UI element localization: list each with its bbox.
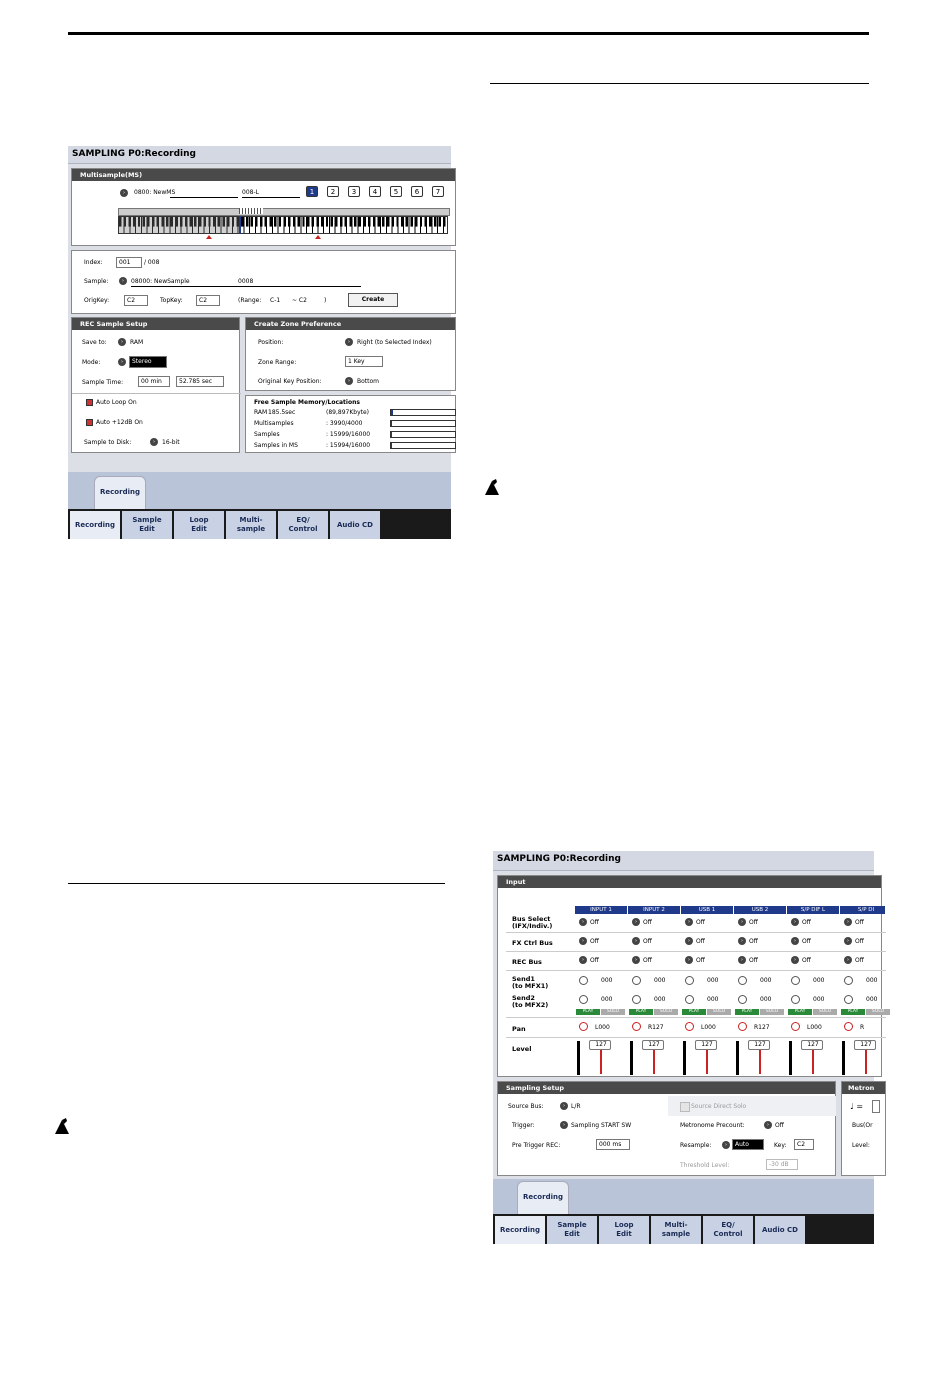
zone-range-field[interactable]: 1 Key	[345, 356, 383, 367]
source-bus-popup-icon[interactable]: ›	[560, 1102, 568, 1110]
tab-recording[interactable]: Recording	[70, 511, 121, 539]
zone-map-marker	[239, 208, 263, 214]
position-label: Position:	[258, 339, 284, 346]
save-to-label: Save to:	[82, 339, 107, 346]
ms-number-5[interactable]: 5	[390, 186, 402, 197]
column-header: INPUT 2	[628, 906, 681, 914]
mem-bar	[390, 409, 456, 416]
source-bus-value[interactable]: L/R	[571, 1103, 581, 1110]
level-fader-track	[736, 1041, 739, 1075]
send1-knob[interactable]	[791, 976, 800, 985]
threshold-field[interactable]: -30 dB	[766, 1159, 798, 1170]
pan-value[interactable]: L000	[595, 1024, 610, 1031]
send1-knob[interactable]	[579, 976, 588, 985]
ms-number-4[interactable]: 4	[369, 186, 381, 197]
auto-loop-label: Auto Loop On	[96, 399, 137, 406]
send1-value[interactable]: 000	[813, 977, 825, 984]
level-fader-line	[706, 1048, 708, 1074]
mem-row-value: : 15999/16000	[326, 431, 371, 438]
fx-ctrl-bus-value[interactable]: Off	[696, 938, 705, 945]
rec-bus-label: REC Bus	[512, 958, 542, 966]
zone-map-bar	[118, 208, 450, 216]
send2-label: Send2 (to MFX2)	[512, 994, 549, 1009]
sample-info-panel	[71, 250, 456, 314]
pre-trigger-field[interactable]: 000 ms	[596, 1139, 630, 1150]
level-fader-value[interactable]: 127	[589, 1040, 611, 1050]
bus-select-popup-icon[interactable]: ›	[685, 918, 693, 926]
keyboard-shade-left	[119, 217, 239, 233]
keyboard-marker	[239, 216, 241, 234]
bus-select-popup-icon[interactable]: ›	[632, 918, 640, 926]
fx-ctrl-bus-popup-icon[interactable]: ›	[685, 937, 693, 945]
play-indicator[interactable]: PLAY	[682, 1009, 706, 1015]
bus-select-value[interactable]: Off	[802, 919, 811, 926]
tab-eq-control[interactable]: EQ/ Control	[278, 511, 329, 539]
rec-bus-popup-icon[interactable]: ›	[685, 956, 693, 964]
play-indicator[interactable]: PLAY	[629, 1009, 653, 1015]
index-label: Index:	[84, 259, 103, 266]
mem-bar	[390, 420, 456, 427]
solo-indicator[interactable]: SOLO	[654, 1009, 678, 1015]
play-indicator[interactable]: PLAY	[841, 1009, 865, 1015]
bus-select-value[interactable]: Off	[696, 919, 705, 926]
metronome-panel	[841, 1081, 886, 1176]
rec-bus-popup-icon[interactable]: ›	[579, 956, 587, 964]
send1-label: Send1 (to MFX1)	[512, 975, 549, 990]
recording-screen-1	[68, 146, 451, 539]
mem-bar	[390, 431, 456, 438]
pan-knob[interactable]	[632, 1022, 641, 1031]
bus-select-popup-icon[interactable]: ›	[738, 918, 746, 926]
trigger-value[interactable]: Sampling START SW	[571, 1122, 632, 1129]
rec-bus-value[interactable]: Off	[802, 957, 811, 964]
bus-select-popup-icon[interactable]: ›	[844, 918, 852, 926]
level-fader-line	[653, 1048, 655, 1074]
column-header: S/P DI	[840, 906, 893, 914]
rec-bus-value[interactable]: Off	[749, 957, 758, 964]
pan-label: Pan	[512, 1025, 526, 1033]
send2-knob[interactable]	[844, 995, 853, 1004]
tab-sample-edit[interactable]: Sample Edit	[547, 1216, 598, 1244]
rec-bus-value[interactable]: Off	[855, 957, 864, 964]
send2-value[interactable]: 000	[601, 996, 613, 1003]
bus-select-value[interactable]: Off	[590, 919, 599, 926]
origkey-label: OrigKey:	[84, 297, 110, 304]
save-to-value[interactable]: RAM	[130, 339, 144, 346]
level-fader-track	[577, 1041, 580, 1075]
rec-bus-popup-icon[interactable]: ›	[844, 956, 852, 964]
fx-ctrl-bus-value[interactable]: Off	[643, 938, 652, 945]
send2-value[interactable]: 000	[760, 996, 772, 1003]
sample-label: Sample:	[84, 278, 109, 285]
tempo-note: ♩ =	[850, 1102, 864, 1111]
fx-ctrl-bus-label: FX Ctrl Bus	[512, 939, 553, 947]
tab-audio-cd[interactable]: Audio CD	[330, 511, 381, 539]
mem-row-value: : 3990/4000	[326, 420, 363, 427]
tab-recording[interactable]: Recording	[495, 1216, 546, 1244]
bus-select-popup-icon[interactable]: ›	[579, 918, 587, 926]
send2-knob[interactable]	[685, 995, 694, 1004]
pan-knob[interactable]	[738, 1022, 747, 1031]
range-to: ~ C2	[292, 297, 307, 304]
level-fader-value[interactable]: 127	[748, 1040, 770, 1050]
level-fader-track	[683, 1041, 686, 1075]
free-memory-panel	[245, 395, 456, 453]
send1-knob[interactable]	[632, 976, 641, 985]
ms-index-suffix: 008-L	[242, 189, 259, 196]
zone-pref-header: Create Zone Preference	[246, 318, 455, 330]
auto-loop-checkbox[interactable]	[86, 399, 93, 406]
level-fader-line	[865, 1048, 867, 1074]
input-panel	[497, 875, 885, 1077]
subtab-recording[interactable]: Recording	[517, 1181, 569, 1214]
ms-number-6[interactable]: 6	[411, 186, 423, 197]
topkey-field[interactable]: C2	[196, 295, 220, 306]
play-indicator[interactable]: PLAY	[735, 1009, 759, 1015]
send2-knob[interactable]	[738, 995, 747, 1004]
solo-indicator[interactable]: SOLO	[813, 1009, 837, 1015]
level-fader-value[interactable]: 127	[642, 1040, 664, 1050]
ms-select-popup-icon[interactable]: ›	[120, 189, 128, 197]
key-field[interactable]: C2	[794, 1139, 814, 1150]
fx-ctrl-bus-popup-icon[interactable]: ›	[738, 937, 746, 945]
sample-to-disk-label: Sample to Disk:	[84, 439, 132, 446]
solo-indicator[interactable]: SOLO	[601, 1009, 625, 1015]
send2-value[interactable]: 000	[813, 996, 825, 1003]
level-label: Level	[512, 1045, 532, 1053]
level-fader-value[interactable]: 127	[801, 1040, 823, 1050]
pan-value[interactable]: R	[860, 1024, 865, 1031]
resample-popup-icon[interactable]: ›	[722, 1141, 730, 1149]
send1-value[interactable]: 000	[601, 977, 613, 984]
source-bus-label: Source Bus:	[508, 1103, 544, 1110]
screen-title: SAMPLING P0:Recording	[493, 851, 874, 871]
fx-ctrl-bus-popup-icon[interactable]: ›	[844, 937, 852, 945]
resample-field[interactable]: Auto	[732, 1139, 764, 1150]
index-field[interactable]: 001	[116, 257, 142, 268]
play-indicator[interactable]: PLAY	[576, 1009, 600, 1015]
tab-loop-edit[interactable]: Loop Edit	[599, 1216, 650, 1244]
grid-line	[506, 970, 886, 971]
fx-ctrl-bus-popup-icon[interactable]: ›	[632, 937, 640, 945]
send1-knob[interactable]	[685, 976, 694, 985]
mem-row-label: Samples	[254, 431, 280, 438]
fx-ctrl-bus-popup-icon[interactable]: ›	[579, 937, 587, 945]
pan-knob[interactable]	[685, 1022, 694, 1031]
tab-bar	[68, 509, 451, 539]
save-to-popup-icon[interactable]: ›	[118, 338, 126, 346]
pan-knob[interactable]	[579, 1022, 588, 1031]
key-label: Key:	[774, 1142, 787, 1149]
source-direct-solo-label: Source Direct Solo	[691, 1103, 747, 1110]
play-indicator[interactable]: PLAY	[788, 1009, 812, 1015]
orig-key-pos-label: Original Key Position:	[258, 378, 322, 385]
rec-bus-value[interactable]: Off	[590, 957, 599, 964]
bus-select-value[interactable]: Off	[855, 919, 864, 926]
mem-row-label: Samples in MS	[254, 442, 298, 449]
sample-underline	[131, 286, 361, 287]
rec-bus-value[interactable]: Off	[643, 957, 652, 964]
ms-name-underline	[170, 197, 238, 198]
auto-12db-label: Auto +12dB On	[96, 419, 143, 426]
bus-select-label	[512, 916, 552, 930]
tab-audio-cd[interactable]: Audio CD	[755, 1216, 806, 1244]
metronome-bus-label: Bus(Or	[852, 1122, 873, 1129]
tab-eq-control[interactable]: EQ/ Control	[703, 1216, 754, 1244]
mem-row-value: : 15994/16000	[326, 442, 371, 449]
fx-ctrl-bus-value[interactable]: Off	[590, 938, 599, 945]
level-fader-line	[759, 1048, 761, 1074]
metronome-header: Metron	[842, 1082, 885, 1094]
range-close: )	[324, 297, 327, 304]
solo-indicator[interactable]: SOLO	[866, 1009, 890, 1015]
grid-line	[506, 1017, 886, 1018]
mode-popup-icon[interactable]: ›	[118, 358, 126, 366]
send2-value[interactable]: 000	[707, 996, 719, 1003]
sample-select-popup-icon[interactable]: ›	[119, 277, 127, 285]
topkey-label: TopKey:	[160, 297, 183, 304]
key-marker-2	[315, 235, 321, 239]
orig-key-pos-popup-icon[interactable]: ›	[345, 377, 353, 385]
column-header-row	[575, 906, 885, 914]
source-direct-solo-checkbox[interactable]	[680, 1102, 690, 1112]
pre-trigger-label: Pre Trigger REC:	[512, 1142, 561, 1149]
ms-number-7[interactable]: 7	[432, 186, 444, 197]
send1-value[interactable]: 000	[707, 977, 719, 984]
bus-select-value[interactable]: Off	[749, 919, 758, 926]
sampling-setup-header: Sampling Setup	[498, 1082, 835, 1094]
multisample-header: Multisample(MS)	[72, 169, 455, 181]
rec-setup-divider	[72, 393, 241, 394]
left-section-rule	[68, 883, 445, 884]
send1-value[interactable]: 000	[654, 977, 666, 984]
origkey-field[interactable]: C2	[124, 295, 148, 306]
grid-line	[506, 1037, 886, 1038]
send1-knob[interactable]	[738, 976, 747, 985]
send2-knob[interactable]	[791, 995, 800, 1004]
ms-number-3[interactable]: 3	[348, 186, 360, 197]
column-header: INPUT 1	[575, 906, 628, 914]
screen-title: SAMPLING P0:Recording	[68, 146, 451, 164]
auto-12db-checkbox[interactable]	[86, 419, 93, 426]
send2-knob[interactable]	[632, 995, 641, 1004]
resample-label: Resample:	[680, 1142, 712, 1149]
sample-time-sec[interactable]: 52.785 sec	[176, 376, 224, 387]
mode-label: Mode:	[82, 359, 101, 366]
fx-ctrl-bus-value[interactable]: Off	[802, 938, 811, 945]
rec-sample-setup-panel	[71, 317, 240, 453]
zone-range-label: Zone Range:	[258, 359, 297, 366]
pan-knob[interactable]	[844, 1022, 853, 1031]
mode-field[interactable]: Stereo	[129, 356, 167, 368]
precount-label: Metronome Precount:	[680, 1122, 745, 1129]
pan-value[interactable]: R127	[648, 1024, 664, 1031]
level-fader-track	[630, 1041, 633, 1075]
solo-indicator[interactable]: SOLO	[707, 1009, 731, 1015]
bus-select-text: Bus Select (IFX/Indiv.)	[512, 915, 553, 930]
level-fader-line	[600, 1048, 602, 1074]
threshold-label: Threshold Level:	[680, 1162, 730, 1169]
sample-suffix: 0008	[238, 278, 254, 285]
level-fader-line	[812, 1048, 814, 1074]
column-header: S/P DIF L	[787, 906, 840, 914]
orig-key-pos-value[interactable]: Bottom	[357, 378, 380, 385]
precount-value[interactable]: Off	[775, 1122, 784, 1129]
position-value[interactable]: Right (to Selected Index)	[357, 339, 432, 346]
send1-value[interactable]: 000	[760, 977, 772, 984]
fx-ctrl-bus-popup-icon[interactable]: ›	[791, 937, 799, 945]
key-marker-1	[206, 235, 212, 239]
ms-underline-2	[242, 197, 300, 198]
free-memory-header: Free Sample Memory/Locations	[254, 399, 360, 406]
ms-name[interactable]: 0800: NewMS	[134, 189, 176, 196]
sample-value[interactable]: 08000: NewSample	[131, 278, 190, 285]
fx-ctrl-bus-value[interactable]: Off	[855, 938, 864, 945]
rec-bus-popup-icon[interactable]: ›	[791, 956, 799, 964]
level-fader-track	[842, 1041, 845, 1075]
mem-row-label: RAM :	[254, 409, 272, 416]
recording-screen-2	[493, 851, 885, 1244]
bus-select-popup-icon[interactable]: ›	[791, 918, 799, 926]
multisample-panel	[71, 168, 456, 246]
sample-time-min[interactable]: 00 min	[138, 376, 170, 387]
caution-icon	[53, 1117, 71, 1135]
rec-bus-value[interactable]: Off	[696, 957, 705, 964]
index-total: / 008	[144, 259, 160, 266]
level-fader-value[interactable]: 127	[854, 1040, 876, 1050]
tempo-field[interactable]	[872, 1100, 880, 1113]
column-header: USB 1	[681, 906, 734, 914]
level-fader-value[interactable]: 127	[695, 1040, 717, 1050]
top-rule	[68, 32, 869, 35]
precount-popup-icon[interactable]: ›	[764, 1121, 772, 1129]
fx-ctrl-bus-value[interactable]: Off	[749, 938, 758, 945]
column-header: USB 2	[734, 906, 787, 914]
caution-icon	[483, 478, 501, 496]
pan-value[interactable]: L000	[807, 1024, 822, 1031]
rec-bus-popup-icon[interactable]: ›	[738, 956, 746, 964]
tab-bar	[493, 1214, 874, 1244]
input-header: Input	[498, 876, 881, 888]
tab-multisample[interactable]: Multi- sample	[226, 511, 277, 539]
range-from: C-1	[270, 297, 281, 304]
rec-bus-popup-icon[interactable]: ›	[632, 956, 640, 964]
pan-value[interactable]: L000	[701, 1024, 716, 1031]
position-popup-icon[interactable]: ›	[345, 338, 353, 346]
pan-value[interactable]: R127	[754, 1024, 770, 1031]
mem-bar	[390, 442, 456, 449]
solo-indicator[interactable]: SOLO	[760, 1009, 784, 1015]
tab-loop-edit[interactable]: Loop Edit	[174, 511, 225, 539]
disk-value[interactable]: 16-bit	[162, 439, 180, 446]
sample-time-label: Sample Time:	[82, 379, 124, 386]
right-section-rule	[490, 83, 869, 84]
create-button[interactable]: Create	[348, 293, 398, 307]
zone-preference-panel	[245, 317, 456, 391]
send2-value[interactable]: 000	[654, 996, 666, 1003]
subtab-recording[interactable]: Recording	[94, 476, 146, 509]
range-label: (Range:	[238, 297, 262, 304]
disk-popup-icon[interactable]: ›	[150, 438, 158, 446]
trigger-popup-icon[interactable]: ›	[560, 1121, 568, 1129]
tab-multisample[interactable]: Multi- sample	[651, 1216, 702, 1244]
send2-knob[interactable]	[579, 995, 588, 1004]
send2-value[interactable]: 000	[866, 996, 878, 1003]
bus-select-value[interactable]: Off	[643, 919, 652, 926]
grid-line	[506, 932, 886, 933]
pan-knob[interactable]	[791, 1022, 800, 1031]
metronome-level-label: Level:	[852, 1142, 870, 1149]
send1-knob[interactable]	[844, 976, 853, 985]
ms-number-2[interactable]: 2	[327, 186, 339, 197]
level-fader-track	[789, 1041, 792, 1075]
grid-line	[506, 951, 886, 952]
tab-sample-edit[interactable]: Sample Edit	[122, 511, 173, 539]
rec-setup-header: REC Sample Setup	[72, 318, 239, 330]
trigger-label: Trigger:	[512, 1122, 535, 1129]
mem-row-value: 185.5sec	[268, 409, 296, 416]
sampling-setup-panel	[497, 1081, 836, 1176]
ms-number-1[interactable]: 1	[306, 186, 318, 197]
mem-row-extra: (89,897Kbyte)	[326, 409, 370, 416]
send1-value[interactable]: 000	[866, 977, 878, 984]
mem-row-label: Multisamples	[254, 420, 294, 427]
